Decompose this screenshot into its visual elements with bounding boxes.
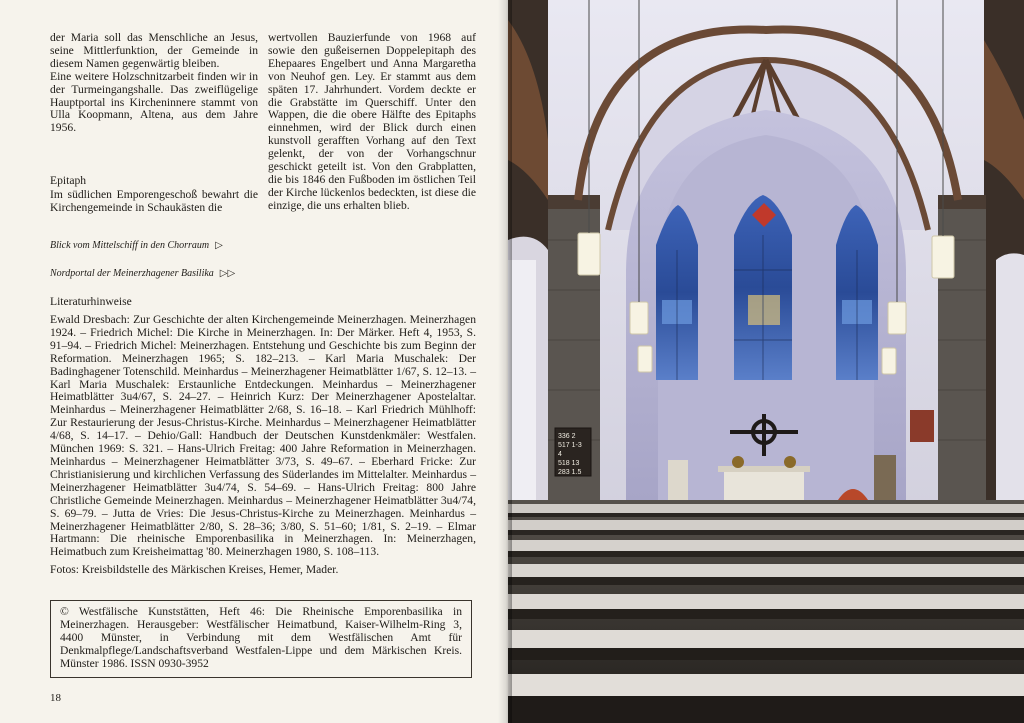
literature-section [50, 295, 476, 577]
photo-captions [50, 240, 310, 296]
right-page-photo [508, 0, 1024, 723]
page-number: 18 [50, 692, 61, 704]
imprint-text: © Westfälische Kunststätten, Heft 46: Die Rheinische Emporenbasilika in Meinerzhagen. Herausgeber: Westfälischer Heimatbund, Kaiser-Wilhelm-Ring 3, 4400 Münster, in Verbindung mit dem Westfälischen Amt für Denkmalpflege/Landschaftsverband Westfalen-Lippe und dem Märkischen Kreis. Münster 1986. ISSN 0930-3952 [60, 605, 462, 670]
left-page [0, 0, 508, 723]
paragraph: Eine weitere Holzschnitzarbeit finden wir in der Turmeingangshalle. Das zweiflügelige Hauptportal ins Kircheninnere stammt von Ulla Koopmann, Altena, aus dem Jahre 1956. [50, 69, 258, 135]
text-column-1 [50, 32, 258, 215]
hymn-number: 517 1-3 [558, 442, 582, 449]
hymn-number: 4 [558, 451, 562, 458]
hymn-number: 283 1.5 [558, 469, 582, 476]
section-heading-epitaph: Epitaph [50, 174, 87, 188]
caption-nordportal [50, 268, 310, 280]
book-gutter [498, 0, 512, 723]
paragraph: wertvollen Bauzierfunde von 1968 auf sowie den gußeisernen Doppelepitaph des Ehepaares Engelbert und Anna Margaretha von Neuhof gen. Ley. Er stammt aus dem späten 17. Jahrhundert. Vordem deckte er die Grabstätte im Querschiff. Unter den Wappen, die die obere Hälfte des Epitaphs einnehmen, wird der Blick durch einen kunstvoll gerafften Vorhang auf den Text gelenkt, der von der Vorhangschnur geschickt geteilt ist. Von den Grabplatten, die bis 1846 den Fußboden im östlichen Teil der Kirche lückenlos bedeckten, ist diese die einzige, die uns erhalten blieb. [268, 31, 476, 212]
imprint-box [50, 600, 472, 678]
photo-credits: Fotos: Kreisbildstelle des Märkischen Kreises, Hemer, Mader. [50, 563, 339, 577]
double-arrow-right-icon: ▷▷ [219, 268, 236, 279]
caption-text: Nordportal der Meinerzhagener Basilika [50, 268, 214, 279]
hymn-number: 518 13 [558, 460, 580, 467]
paragraph: Im südlichen Emporengeschoß bewahrt die Kirchengemeinde in Schaukästen die [50, 188, 258, 215]
paragraph: der Maria soll das Menschliche an Jesus, seine Mittlerfunktion, der Gemeinde in diesem Namen gegenwärtig bleiben. [50, 31, 258, 70]
hymn-number: 336 2 [558, 433, 576, 440]
literature-text: Ewald Dresbach: Zur Geschichte der alten Kirchengemeinde Meinerzhagen. Meinerzhagen 1924. – Friedrich Michel: Die Kirche in Meinerzhagen. In: Der Märker. Heft 4, 1953, S. 91–94. – Friedrich Michel: Meinerzhagen. Entstehung und Geschichte bis zum Beginn der Reformation. Meinerzhagen 1965; S. 182–213. – Karl Maria Muschalek: Der Badinghagener Totenschild. Meinhardus – Meinerzhagener Heimatblätter 1/67, S. 12–13. – Karl Maria Muschalek: Erstaunliche Entdeckungen. Meinhardus – Meinerzhagener Heimatblätter 3u4/67, S. 24–27. – Heinrich Kurz: Der Meinerzhagener Apostelaltar. Meinhardus – Meinerzhagener Heimatblätter 2/68, S. 16–18. – Karl Friedrich Mühlhoff: Zur Restaurierung der Jesus-Christus-Kirche. Meinhardus – Meinerzhagener Heimatblätter 4/68, S. 14–17. – Dehio/Gall: Handbuch der Deutschen Kunstdenkmäler: Westfalen. München 1969: S. 321. – Hans-Ulrich Freitag: 400 Jahre Reformation in Meinerzhagen. Meinhardus – Meinerzhagener Heimatblätter 3/73, S. 49–67. – Eberhard Fricke: Zur Christianisierung und kirchlichen Verfassung des Süderlandes im Mittelalter. Meinhardus – Meinerzhagener Heimatblätter 3u4/74, S. 54–69. – Hans-Ulrich Freitag: 800 Jahre Christliche Gemeinde Meinerzhagen. Meinhardus – Meinerzhagener Heimatblätter 3u4/74, S. 69–79. – Jutta de Vries: Die Jesus-Christus-Kirche zu Meinerzhagen. Meinhardus – Meinerzhagener Heimatblätter 2/80, S. 28–36; 3/80, S. 51–60; 1/81, S. 2–19. – Elmar Hartmann: Die rheinische Emporenbasilika in Meinerzhagen. In: Meinerzhagen, Heimatbuch zum Kreisheimattag '80. Meinerzhagen 1980, S. 108–113. [50, 313, 476, 559]
arrow-right-icon: ▷ [215, 240, 223, 251]
caption-text: Blick vom Mittelschiff in den Chorraum [50, 240, 210, 251]
literature-heading: Literaturhinweise [50, 295, 132, 308]
church-interior-photo [508, 0, 1024, 723]
stained-glass-windows [656, 195, 878, 380]
caption-chorraum [50, 240, 310, 252]
text-column-2 [268, 32, 476, 213]
